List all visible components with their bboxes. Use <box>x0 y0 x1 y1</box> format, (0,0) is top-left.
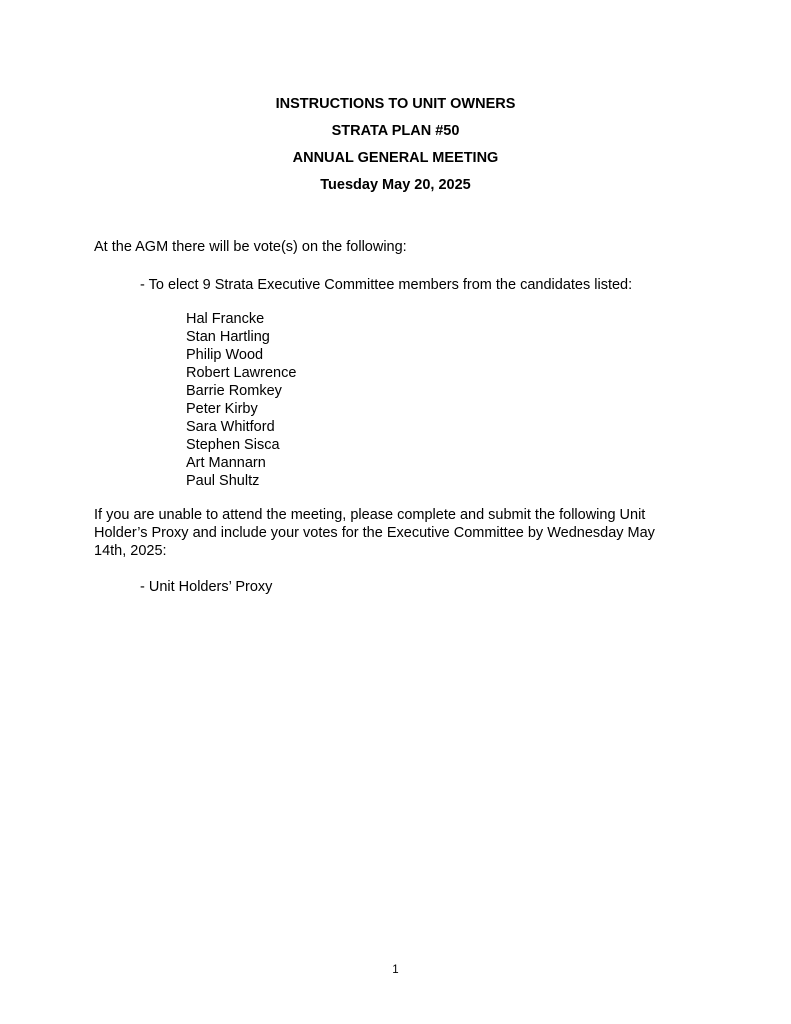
vote-item: - To elect 9 Strata Executive Committee members from the candidates listed: <box>140 277 633 293</box>
document-title: INSTRUCTIONS TO UNIT OWNERS <box>275 96 516 112</box>
meeting-date-heading: Tuesday May 20, 2025 <box>320 177 471 193</box>
candidate-name: Peter Kirby <box>186 401 258 417</box>
proxy-paragraph-line-1: If you are unable to attend the meeting, please complete and submit the following Unit <box>94 507 646 523</box>
proxy-paragraph-line-3: 14th, 2025: <box>94 543 167 559</box>
candidate-name: Barrie Romkey <box>186 383 282 399</box>
candidate-name: Stan Hartling <box>186 329 270 345</box>
candidate-name: Paul Shultz <box>186 473 260 489</box>
meeting-type-heading: ANNUAL GENERAL MEETING <box>292 150 499 166</box>
page-number: 1 <box>392 964 399 976</box>
intro-text: At the AGM there will be vote(s) on the following: <box>94 239 407 255</box>
candidate-name: Art Mannarn <box>186 455 266 471</box>
candidate-name: Sara Whitford <box>186 419 275 435</box>
strata-plan-heading: STRATA PLAN #50 <box>331 123 460 139</box>
candidate-name: Philip Wood <box>186 347 264 363</box>
candidate-name: Hal Francke <box>186 311 265 327</box>
candidate-name: Stephen Sisca <box>186 437 280 453</box>
proxy-item: - Unit Holders’ Proxy <box>140 579 273 595</box>
candidate-name: Robert Lawrence <box>186 365 297 381</box>
proxy-paragraph-line-2: Holder’s Proxy and include your votes for the Executive Committee by Wednesday May <box>94 525 655 541</box>
candidate-list <box>186 310 296 490</box>
